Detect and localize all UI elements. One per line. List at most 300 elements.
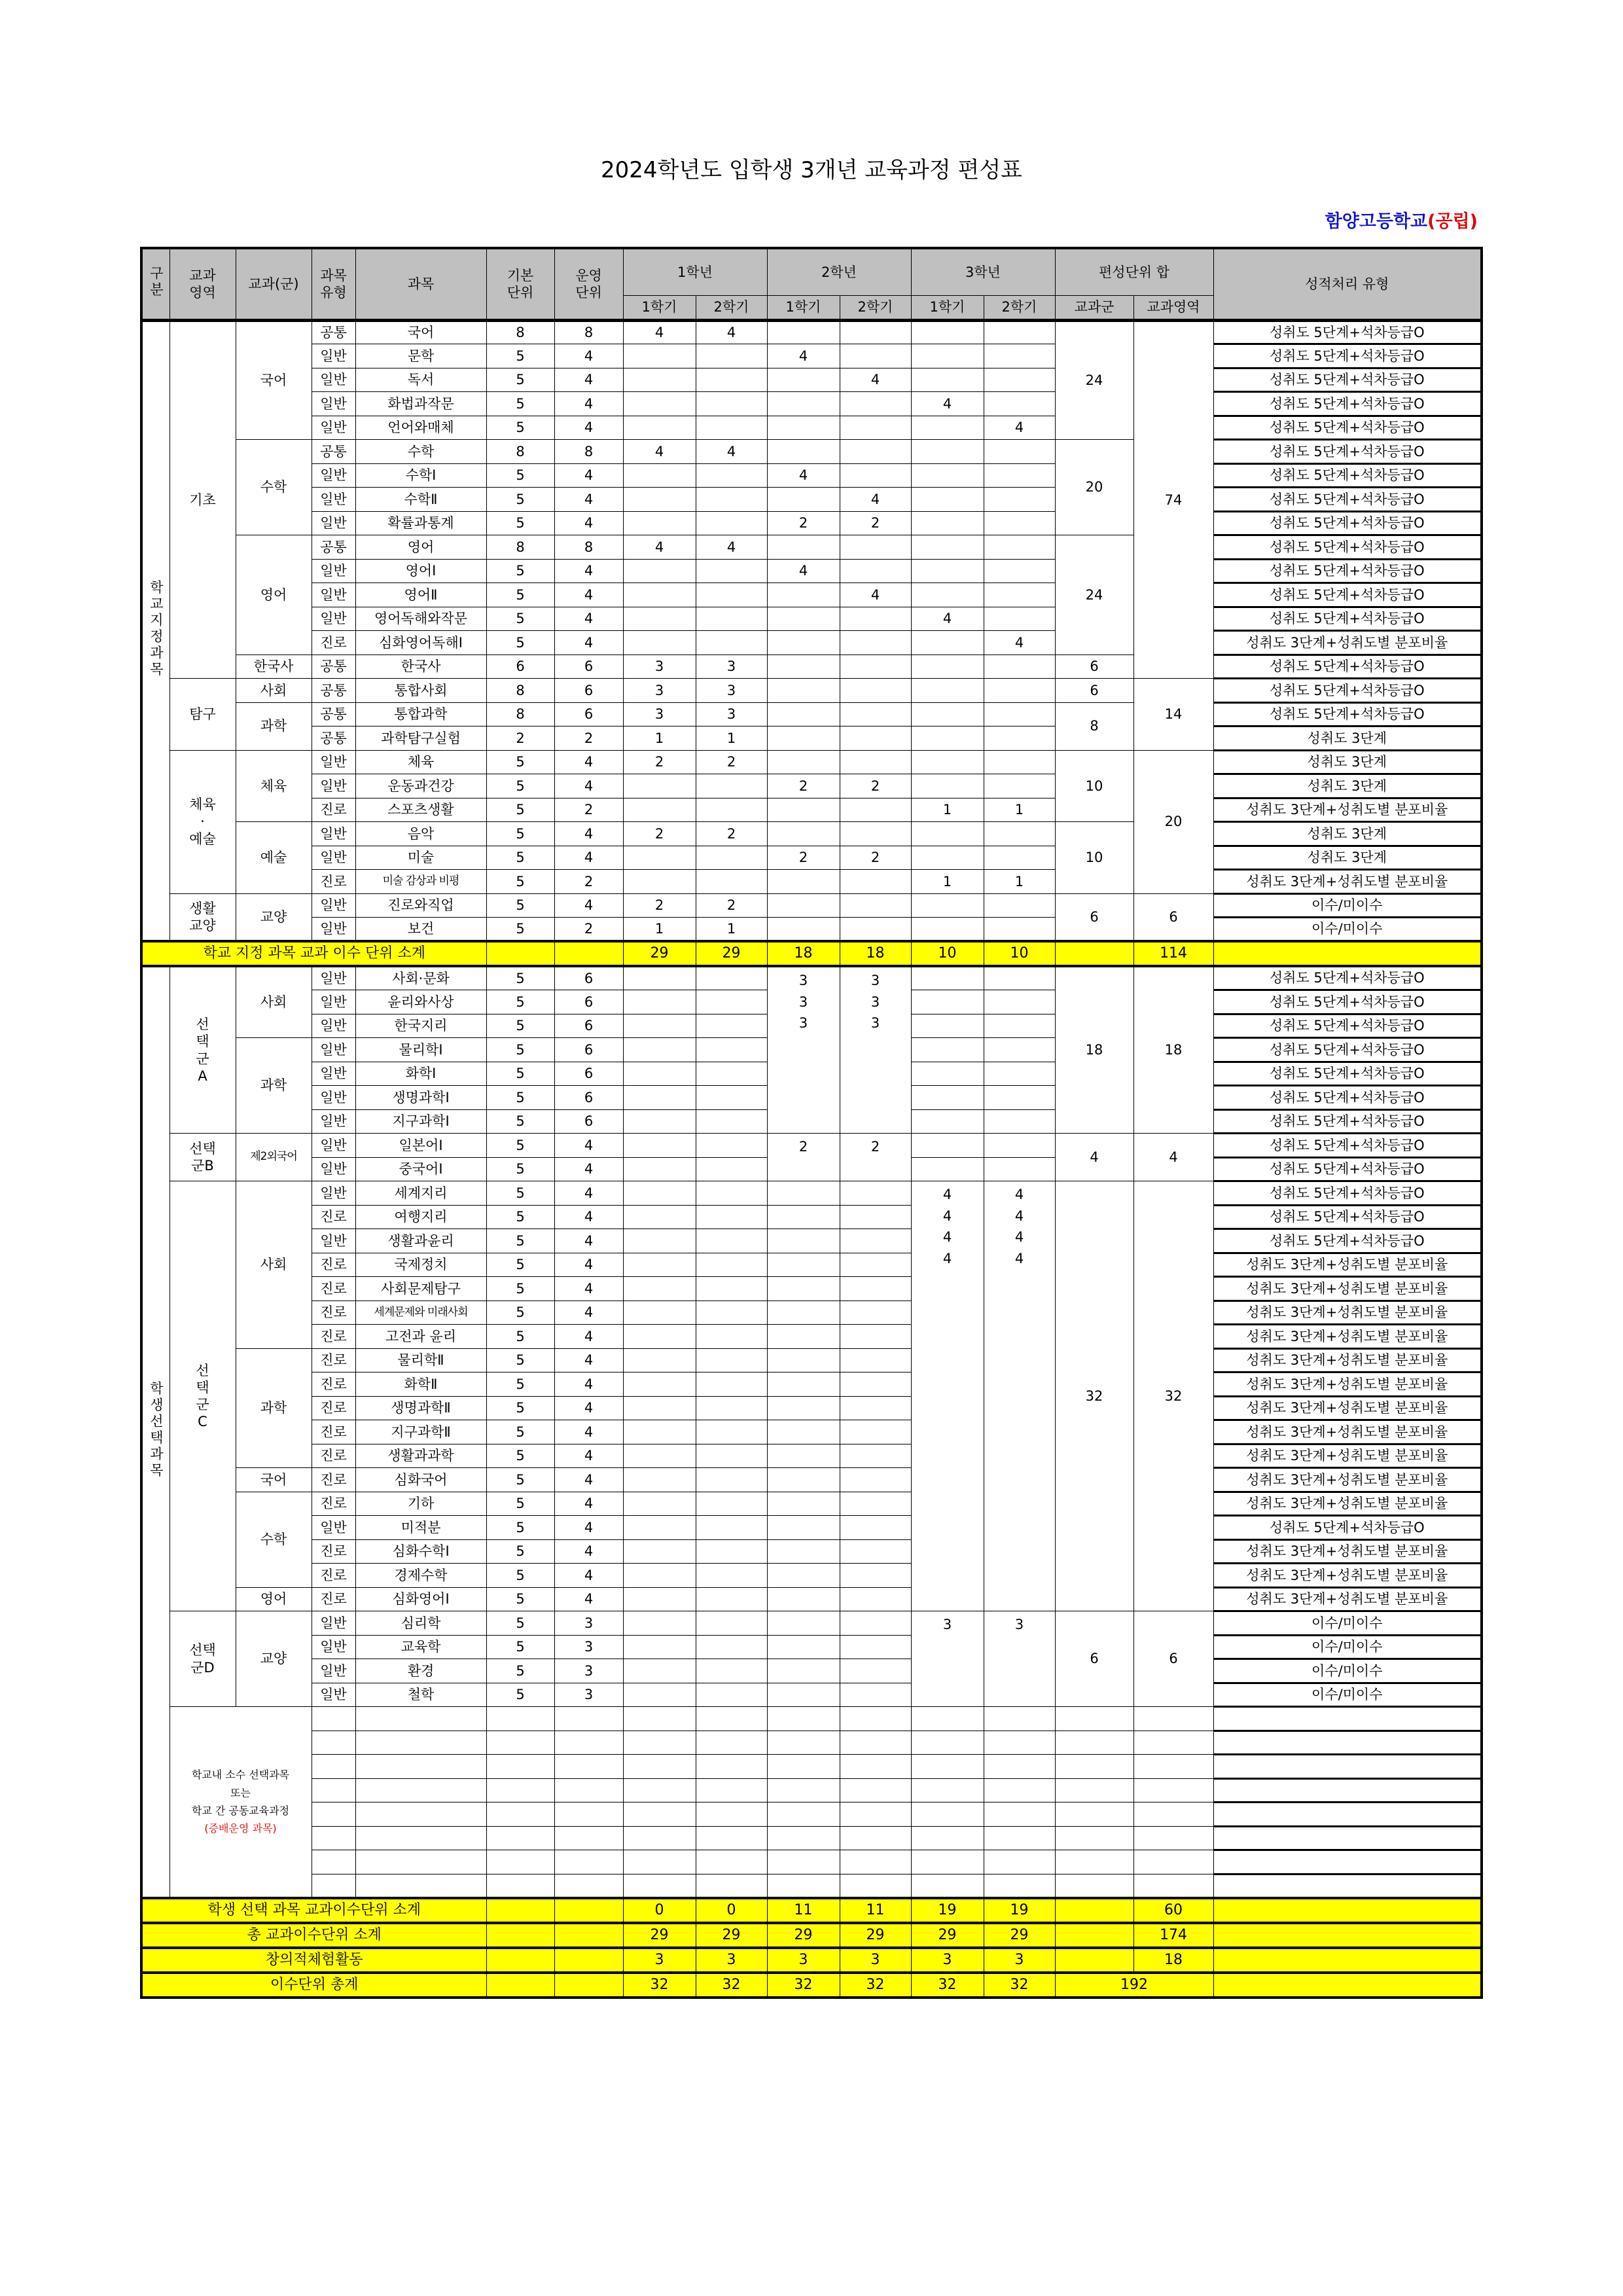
semester-units [623,1038,696,1062]
course-name: 세계지리 [355,1181,486,1206]
basic-units: 5 [486,1229,554,1253]
semester-units [767,750,840,774]
blank-cell [840,1874,911,1898]
basic-units: 5 [486,1539,554,1564]
blank-cell [767,1755,840,1779]
semester-units [911,1134,984,1158]
semester-units: 4 [840,488,911,512]
semester-units [696,392,767,416]
grading-type: 성취도 5단계+석차등급O [1213,392,1482,416]
semester-units [767,607,840,631]
semester-units: 2 [623,750,696,774]
grading-type: 성취도 3단계+성취도별 분포비율 [1213,1587,1482,1611]
semester-units [696,1420,767,1444]
course-row [141,1253,1482,1277]
semester-units: 2 [840,511,911,535]
semester-units [767,1564,840,1588]
semester-units [984,559,1055,583]
semester-units [696,416,767,440]
semester-units [623,344,696,368]
course-type: 진로 [312,1468,355,1492]
diagonal-cell [486,1898,554,1923]
course-name: 심화영어독해Ⅰ [355,631,486,655]
grading-type: 성취도 3단계+성취도별 분포비율 [1213,1492,1482,1516]
semester-units [623,798,696,822]
blank-cell [1133,1850,1213,1874]
semester-units [696,1587,767,1611]
semester-units [984,535,1055,560]
semester-units: 1 [984,870,1055,894]
school-type: 공립 [1435,211,1470,232]
course-name: 국어 [355,320,486,344]
group-label: 국어 [236,320,312,440]
op-units: 4 [554,392,623,416]
grading-type: 이수/미이수 [1213,918,1482,942]
course-type: 진로 [312,1587,355,1611]
grading-type: 성취도 3단계+성취도별 분포비율 [1213,1253,1482,1277]
header-year-2: 2학년 [767,248,911,295]
semester-units [696,583,767,607]
blank-cell [911,1778,984,1803]
grading-type: 이수/미이수 [1213,893,1482,918]
blank-cell [767,1731,840,1755]
course-row [141,1134,1482,1158]
semester-units [840,631,911,655]
semester-units [984,750,1055,774]
op-units: 4 [554,1348,623,1372]
semester-units [623,990,696,1014]
semester-units [696,1348,767,1372]
grading-type: 성취도 5단계+석차등급O [1213,559,1482,583]
semester-units [840,1277,911,1301]
semester-units [911,655,984,679]
semester-units [767,1181,840,1206]
semester-units [623,1300,696,1325]
semester-units [840,726,911,751]
semester-units [840,1492,911,1516]
semester-units [984,488,1055,512]
group-sum: 6 [1055,655,1133,679]
grading-type: 성취도 3단계+성취도별 분포비율 [1213,1300,1482,1325]
semester-units [623,1516,696,1540]
blank-cell [1213,1826,1482,1850]
blank-cell [1133,1803,1213,1827]
grading-type: 성취도 3단계 [1213,822,1482,846]
subtotal-semester-value: 29 [767,1923,840,1948]
course-type: 일반 [312,1181,355,1206]
course-name: 생명과학Ⅱ [355,1396,486,1420]
semester-units [696,1229,767,1253]
course-type: 일반 [312,990,355,1014]
header-grading: 성적처리 유형 [1213,248,1482,320]
semester-units [911,679,984,703]
semester-units [767,631,840,655]
semester-units [696,631,767,655]
course-name: 체육 [355,750,486,774]
header-year-3: 3학년 [911,248,1055,295]
op-units: 4 [554,631,623,655]
course-type: 진로 [312,1492,355,1516]
course-type: 일반 [312,392,355,416]
diagonal-cell [486,941,554,966]
semester-units-merged: 4 4 4 4 [911,1181,984,1611]
course-row [141,655,1482,679]
grading-type: 성취도 5단계+석차등급O [1213,1038,1482,1062]
blank-cell [554,1850,623,1874]
semester-units [984,893,1055,918]
group-label: 사회 [236,1181,312,1349]
grading-type: 성취도 5단계+석차등급O [1213,1516,1482,1540]
semester-units [623,966,696,990]
blank-row [141,1755,1482,1779]
semester-units [623,1348,696,1372]
semester-units [696,1372,767,1397]
header-semester: 1학기 [911,295,984,320]
course-type: 일반 [312,1109,355,1134]
semester-units [623,1611,696,1636]
semester-units [767,320,840,344]
semester-units [840,655,911,679]
grading-type: 성취도 5단계+석차등급O [1213,1062,1482,1086]
area-total: 6 [1133,1611,1213,1707]
semester-units: 3 [696,655,767,679]
course-type: 일반 [312,488,355,512]
course-type: 일반 [312,1659,355,1683]
semester-units [911,774,984,798]
subtotal-semester-value: 19 [911,1898,984,1923]
blank-cell [696,1755,767,1779]
course-row [141,750,1482,774]
course-row [141,1420,1482,1444]
extra-block-line: 학교 간 공동교육과정 [191,1804,290,1817]
blank-cell [1213,1778,1482,1803]
course-type: 진로 [312,1253,355,1277]
course-name: 미술 [355,846,486,870]
blank-cell [1133,1731,1213,1755]
basic-units: 8 [486,440,554,464]
blank-cell [1133,1778,1213,1803]
course-row [141,798,1482,822]
course-type: 진로 [312,1205,355,1229]
blank-cell [1055,1850,1133,1874]
basic-units: 5 [486,1492,554,1516]
basic-units: 5 [486,1468,554,1492]
grading-type: 성취도 3단계+성취도별 분포비율 [1213,1348,1482,1372]
blank-cell [1133,1874,1213,1898]
semester-units [696,607,767,631]
semester-units [911,822,984,846]
subtotal-semester-value: 3 [623,1948,696,1973]
header-division [141,248,169,320]
group-sum: 6 [1055,893,1133,941]
semester-units [623,1372,696,1397]
semester-units [840,1683,911,1707]
semester-units: 3 [623,702,696,726]
basic-units: 5 [486,1372,554,1397]
blank-cell [486,1826,554,1850]
diagonal-cell [1213,941,1482,966]
subtotal-total-value: 114 [1133,941,1213,966]
semester-units-merged: 4 4 4 4 [984,1181,1055,1611]
semester-units [767,1468,840,1492]
semester-units [696,1038,767,1062]
basic-units: 5 [486,1205,554,1229]
basic-units: 5 [486,1635,554,1659]
semester-units [911,559,984,583]
blank-cell [911,1707,984,1731]
semester-units: 3 [696,679,767,703]
basic-units: 5 [486,1683,554,1707]
area-total: 32 [1133,1181,1213,1611]
group-label: 사회 [236,966,312,1038]
grading-type: 성취도 5단계+석차등급O [1213,463,1482,488]
semester-units [623,1109,696,1134]
header-semester: 2학기 [984,295,1055,320]
semester-units [911,750,984,774]
grading-type: 성취도 5단계+석차등급O [1213,1181,1482,1206]
blank-cell [486,1778,554,1803]
group-sum: 32 [1055,1181,1133,1611]
blank-cell [767,1707,840,1731]
basic-units: 5 [486,1062,554,1086]
op-units: 4 [554,368,623,392]
basic-units: 5 [486,488,554,512]
course-row [141,1587,1482,1611]
course-row [141,1277,1482,1301]
semester-units: 1 [911,798,984,822]
op-units: 4 [554,488,623,512]
diagonal-cell [554,1948,623,1973]
course-row [141,631,1482,655]
blank-row [141,1731,1482,1755]
grading-type: 성취도 5단계+석차등급O [1213,583,1482,607]
semester-units [623,1253,696,1277]
semester-units: 2 [767,846,840,870]
op-units: 4 [554,750,623,774]
semester-units [623,1277,696,1301]
header-sum: 편성단위 합 [1055,248,1213,295]
semester-units [767,702,840,726]
course-row [141,1492,1482,1516]
course-row [141,1205,1482,1229]
diagonal-cell [1213,1973,1482,1998]
semester-units [696,1109,767,1134]
semester-units: 4 [623,320,696,344]
semester-units [696,966,767,990]
group-label: 영어 [236,535,312,655]
op-units: 8 [554,535,623,560]
op-units: 6 [554,1109,623,1134]
basic-units: 5 [486,463,554,488]
course-row [141,368,1482,392]
course-row [141,392,1482,416]
group-sum: 24 [1055,320,1133,440]
course-type: 진로 [312,1325,355,1349]
semester-units: 2 [840,774,911,798]
subtotal-semester-value: 29 [984,1923,1055,1948]
header-division-text: 구분 [148,265,164,298]
grading-type: 성취도 5단계+석차등급O [1213,1205,1482,1229]
semester-units [840,679,911,703]
blank-cell [554,1707,623,1731]
op-units: 4 [554,1253,623,1277]
course-row [141,440,1482,464]
semester-units: 4 [984,631,1055,655]
op-units: 6 [554,1086,623,1110]
semester-units [767,1683,840,1707]
semester-units [984,368,1055,392]
course-row [141,846,1482,870]
course-row [141,1229,1482,1253]
blank-cell [355,1731,486,1755]
semester-units [840,1348,911,1372]
blank-cell [767,1850,840,1874]
semester-units [696,1492,767,1516]
op-units: 4 [554,511,623,535]
course-name: 환경 [355,1659,486,1683]
basic-units: 6 [486,655,554,679]
group-sum: 10 [1055,822,1133,894]
blank-cell [486,1874,554,1898]
basic-units: 5 [486,392,554,416]
school-type-open: ( [1427,211,1436,232]
diagonal-cell [1055,941,1133,966]
subtotal-semester-value: 19 [984,1898,1055,1923]
op-units: 6 [554,966,623,990]
course-name: 미적분 [355,1516,486,1540]
semester-units [911,918,984,942]
semester-units [767,368,840,392]
basic-units: 5 [486,1325,554,1349]
course-name: 수학Ⅰ [355,463,486,488]
grading-type: 성취도 3단계+성취도별 분포비율 [1213,1468,1482,1492]
op-units: 6 [554,1014,623,1038]
area-total: 74 [1133,320,1213,679]
blank-cell [554,1803,623,1827]
blank-cell [623,1707,696,1731]
op-units: 6 [554,679,623,703]
course-name: 지구과학Ⅰ [355,1109,486,1134]
basic-units: 5 [486,511,554,535]
blank-cell [623,1803,696,1827]
semester-units [696,559,767,583]
semester-units [911,726,984,751]
course-type: 진로 [312,798,355,822]
course-name: 독서 [355,368,486,392]
semester-units [767,798,840,822]
group-sum: 4 [1055,1134,1133,1181]
table-header [141,248,1482,320]
blank-cell [696,1850,767,1874]
course-row [141,416,1482,440]
semester-units-merged: 3 [911,1611,984,1707]
course-type: 공통 [312,679,355,703]
semester-units: 1 [911,870,984,894]
header-year-1: 1학년 [623,248,767,295]
course-row [141,1564,1482,1588]
semester-units [623,1420,696,1444]
semester-units [911,702,984,726]
course-type: 일반 [312,966,355,990]
semester-units: 1 [696,918,767,942]
course-name: 기하 [355,1492,486,1516]
semester-units: 1 [623,918,696,942]
blank-cell [623,1874,696,1898]
header-sum-group: 교과군 [1055,295,1133,320]
blank-cell [984,1707,1055,1731]
division-cell [141,966,169,1898]
group-label: 수학 [236,1492,312,1587]
subtotal-row [141,1973,1482,1998]
basic-units: 5 [486,559,554,583]
semester-units [767,535,840,560]
blank-cell [840,1778,911,1803]
course-row [141,966,1482,990]
grading-type: 성취도 3단계+성취도별 분포비율 [1213,1325,1482,1349]
header-semester: 2학기 [696,295,767,320]
basic-units: 5 [486,1611,554,1636]
semester-units [696,344,767,368]
course-name: 영어독해와작문 [355,607,486,631]
course-name: 음악 [355,822,486,846]
semester-units [840,463,911,488]
subtotal-semester-value: 3 [840,1948,911,1973]
course-type: 진로 [312,631,355,655]
course-type: 일반 [312,344,355,368]
group-label: 예술 [236,822,312,894]
course-row [141,726,1482,751]
group-sum: 20 [1055,440,1133,535]
course-name: 생활과윤리 [355,1229,486,1253]
blank-cell [911,1850,984,1874]
grading-type: 성취도 5단계+석차등급O [1213,702,1482,726]
subtotal-semester-value: 3 [767,1948,840,1973]
semester-units [767,1587,840,1611]
subtotal-semester-value: 10 [911,941,984,966]
op-units: 4 [554,1372,623,1397]
course-type: 진로 [312,1539,355,1564]
semester-units: 2 [840,846,911,870]
op-units: 6 [554,1038,623,1062]
op-units: 3 [554,1635,623,1659]
header-group: 교과(군) [236,248,312,320]
blank-cell [696,1707,767,1731]
semester-units [696,1659,767,1683]
op-units: 4 [554,1492,623,1516]
grading-type: 이수/미이수 [1213,1611,1482,1636]
course-name: 경제수학 [355,1564,486,1588]
group-label: 수학 [236,440,312,535]
grand-total-value: 192 [1055,1973,1213,1998]
semester-units [840,893,911,918]
semester-units [696,1253,767,1277]
semester-units [696,1205,767,1229]
blank-cell [1213,1803,1482,1827]
blank-cell [355,1850,486,1874]
semester-units [984,1038,1055,1062]
course-name: 통합과학 [355,702,486,726]
course-row [141,1516,1482,1540]
blank-cell [623,1755,696,1779]
basic-units: 5 [486,583,554,607]
subtotal-semester-value: 18 [840,941,911,966]
semester-units [696,368,767,392]
course-row [141,1611,1482,1636]
semester-units: 1 [984,798,1055,822]
semester-units [767,726,840,751]
semester-units [984,440,1055,464]
table-body [141,320,1482,1998]
